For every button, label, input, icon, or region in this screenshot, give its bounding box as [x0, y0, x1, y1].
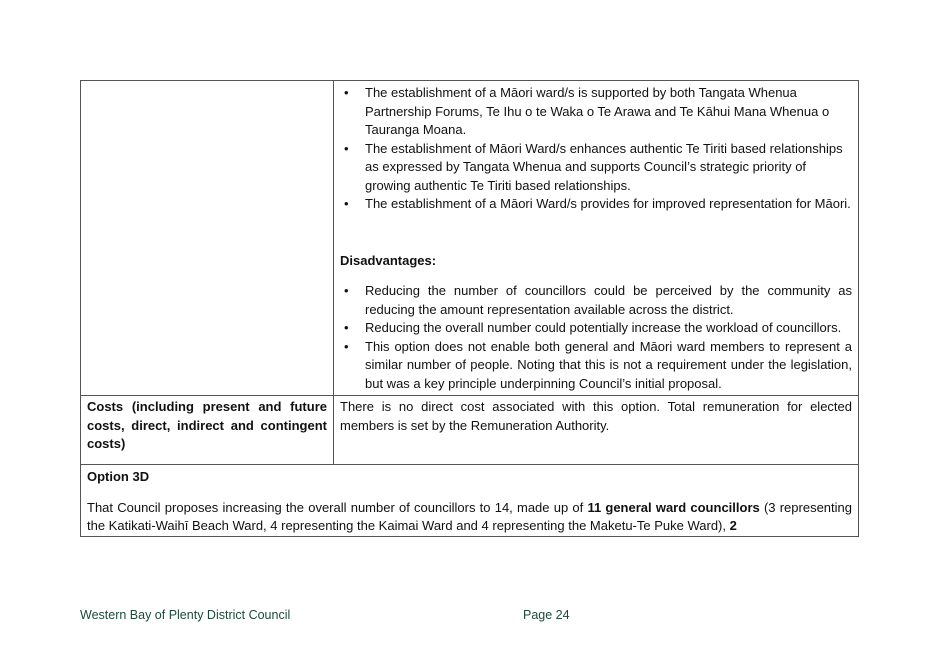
- disadvantages-list: [340, 282, 852, 393]
- advantages-disadvantages-cell: [334, 81, 859, 396]
- table-row-option: [81, 465, 859, 537]
- option-title: Option 3D: [87, 469, 150, 484]
- costs-text: There is no direct cost associated with this option. Total remuneration for elected members is set by the Remuneration Authority.: [334, 396, 859, 465]
- costs-label: Costs (including present and future costs, direct, indirect and contingent costs): [81, 396, 334, 465]
- empty-label-cell: [81, 81, 334, 396]
- footer-organisation: Western Bay of Plenty District Council: [80, 608, 291, 622]
- list-item: • Reducing the number of councillors could be perceived by the community as reducing the amount representation available across the district.: [340, 282, 852, 319]
- list-item: • This option does not enable both general and Māori ward members to represent a similar number of people. Noting that this is not a requirement under the legislation, but was a key principle underpinning Council’s initial proposal.: [340, 338, 852, 394]
- disadvantages-heading: Disadvantages:: [340, 252, 437, 268]
- list-item: • The establishment of a Māori ward/s is supported by both Tangata Whenua Partnership Forums, Te Ihu o te Waka o Te Arawa and Te Kāhui Mana Whenua o Tauranga Moana.: [340, 84, 852, 140]
- list-item: • Reducing the overall number could potentially increase the workload of councillors.: [340, 319, 852, 338]
- table-row-advantages: [81, 81, 859, 396]
- option-description: That Council proposes increasing the overall number of councillors to 14, made up of 11 general ward councillors (3 representing the Katikati-Waihī Beach Ward, 4 representing the Kaimai Ward and 4 representing the Maketu-Te Puke Ward), 2: [87, 499, 852, 533]
- list-item: • The establishment of a Māori Ward/s provides for improved representation for Māori.: [340, 195, 852, 214]
- option-cell: [81, 465, 859, 537]
- table-row-costs: [81, 396, 859, 465]
- advantages-list: [340, 83, 852, 214]
- list-item: • The establishment of Māori Ward/s enhances authentic Te Tiriti based relationships as expressed by Tangata Whenua and supports Council’s strategic priority of growing authentic Te Tiriti based relationships.: [340, 140, 852, 196]
- footer-page-number: Page 24: [523, 608, 570, 622]
- options-table: [80, 80, 859, 537]
